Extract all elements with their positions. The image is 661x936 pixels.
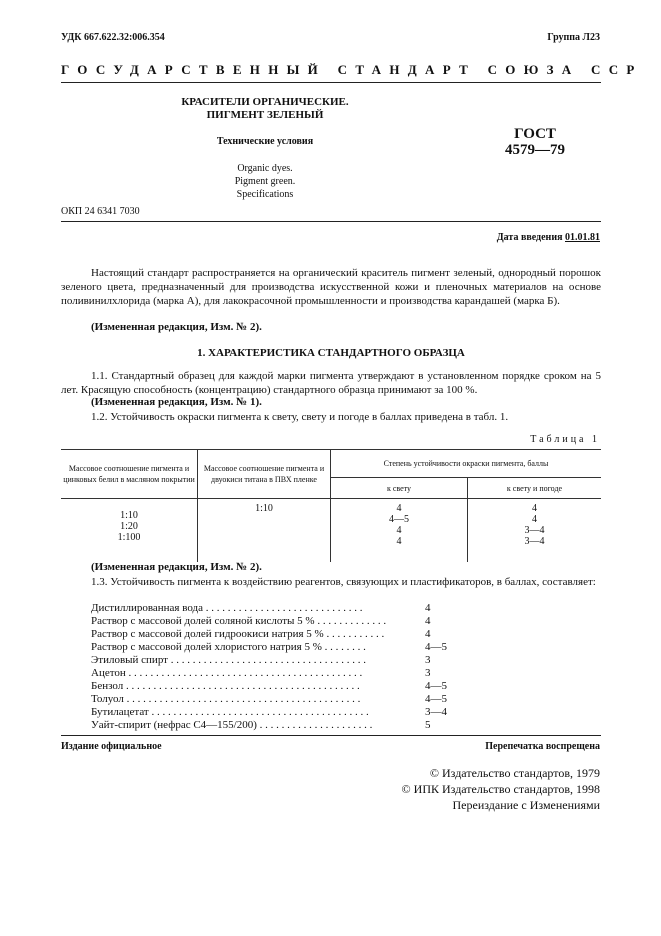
table-value: 3—4 xyxy=(524,536,545,547)
table-cell-light-weather xyxy=(468,499,602,563)
reagent-value: 4—5 xyxy=(425,641,447,653)
reagent-name: Толуол . . . . . . . . . . . . . . . . . . . . . . . . . . . . . . . . . . . . . . . . . . . xyxy=(91,693,361,705)
table-value: 4—5 xyxy=(389,514,409,525)
standard-banner: ГОСУДАРСТВЕННЫЙ СТАНДАРТ СОЮЗА ССР xyxy=(61,62,643,77)
group-code: Группа Л23 xyxy=(547,32,600,43)
reagent-value: 5 xyxy=(425,719,431,731)
reagent-name: Этиловый спирт . . . . . . . . . . . . . . . . . . . . . . . . . . . . . . . . . . . . xyxy=(91,654,366,666)
udk-code: УДК 667.622.32:006.354 xyxy=(61,32,165,43)
okp-code: ОКП 24 6341 7030 xyxy=(61,206,140,217)
official-edition: Издание официальное xyxy=(61,741,162,752)
table-cell-pvc-ratio xyxy=(198,499,331,563)
table-label: Таблица 1 xyxy=(530,434,600,445)
gost-number: 4579—79 xyxy=(505,142,565,158)
list-item xyxy=(91,602,431,615)
list-item xyxy=(91,628,431,641)
table-cell-oil-ratios xyxy=(61,499,198,563)
intro-paragraph: Настоящий стандарт распространяется на органический краситель пигмент зеленый, однородный порошок зеленого цвета, предназначенный для производства искусственной кожи и пленочных материалов на основе поливинилхлорида (марка А), для лакокрасочной промышленности и производства карандашей (марка Б). xyxy=(61,267,601,307)
footer-divider xyxy=(61,735,601,736)
intro-date-value: 01.01.81 xyxy=(565,232,600,243)
reagent-name: Раствор с массовой долей гидроокиси натрия 5 % . . . . . . . . . . . xyxy=(91,628,385,640)
list-item xyxy=(91,706,447,719)
copyright-block xyxy=(402,765,600,813)
table-value: 4 xyxy=(532,514,537,525)
table-header-pvc: Массовое соотношение пигмента и двуокиси титана в ПВХ пленке xyxy=(198,450,331,499)
table-value: 4 xyxy=(532,503,537,514)
reagent-value: 4 xyxy=(425,602,431,614)
reagent-value: 3—4 xyxy=(425,706,447,718)
paragraph-1-1-revision: (Измененная редакция, Изм. № 1). xyxy=(91,396,262,408)
reprint-notice: Перепечатка воспрещена xyxy=(485,741,600,752)
copyright-1979: © Издательство стандартов, 1979 xyxy=(429,766,600,780)
resistance-table xyxy=(61,449,601,562)
english-line-3: Specifications xyxy=(236,189,294,200)
list-item xyxy=(91,641,447,654)
reagent-value: 4—5 xyxy=(425,693,447,705)
gost-label: ГОСТ xyxy=(514,126,556,142)
title-line-1: КРАСИТЕЛИ ОРГАНИЧЕСКИЕ. xyxy=(181,96,349,108)
table-header-resistance: Степень устойчивости окраски пигмента, баллы xyxy=(331,450,602,478)
table-header-light: к свету xyxy=(331,478,468,499)
paragraph-1-3: 1.3. Устойчивость пигмента к воздействию реагентов, связующих и пластификаторов, в баллах, составляет: xyxy=(91,576,596,588)
reagent-value: 4 xyxy=(425,628,431,640)
list-item xyxy=(91,667,431,680)
reissue-note: Переиздание с Изменениями xyxy=(452,798,600,812)
reagent-value: 3 xyxy=(425,654,431,666)
list-item xyxy=(91,719,431,732)
english-title xyxy=(150,162,380,201)
reagent-value: 4 xyxy=(425,615,431,627)
list-item xyxy=(91,680,447,693)
list-item xyxy=(91,654,431,667)
section-heading: 1. ХАРАКТЕРИСТИКА СТАНДАРТНОГО ОБРАЗЦА xyxy=(197,347,465,359)
table-revision: (Измененная редакция, Изм. № 2). xyxy=(91,561,262,573)
reagent-list xyxy=(91,602,447,732)
table-value: 1:20 xyxy=(120,521,138,532)
reagent-name: Ацетон . . . . . . . . . . . . . . . . . . . . . . . . . . . . . . . . . . . . . . . . . . . xyxy=(91,667,363,679)
table-value: 4 xyxy=(396,525,402,536)
table-value: 1:10 xyxy=(120,510,138,521)
title-block xyxy=(150,96,380,122)
intro-date-label: Дата введения xyxy=(496,232,563,243)
reagent-name: Дистиллированная вода . . . . . . . . . . . . . . . . . . . . . . . . . . . . . xyxy=(91,602,363,614)
reagent-name: Бензол . . . . . . . . . . . . . . . . . . . . . . . . . . . . . . . . . . . . . . . . . . . xyxy=(91,680,360,692)
reagent-name: Бутилацетат . . . . . . . . . . . . . . . . . . . . . . . . . . . . . . . . . . . . . . . . xyxy=(91,706,369,718)
table-value: 4 xyxy=(396,536,402,547)
table-value: 4 xyxy=(396,503,402,514)
okp-divider xyxy=(61,221,601,222)
list-item xyxy=(91,693,447,706)
reagent-value: 4—5 xyxy=(425,680,447,692)
table-cell-light xyxy=(331,499,468,563)
paragraph-1-1: 1.1. Стандартный образец для каждой марки пигмента утверждают в установленном порядке сроком на 5 лет. Красящую способность (концентрацию) стандартного образца принимают за 100 %. xyxy=(61,370,601,396)
intro-revision: (Измененная редакция, Изм. № 2). xyxy=(91,321,262,333)
intro-date xyxy=(497,232,600,243)
table-header-light-weather: к свету и погоде xyxy=(468,478,602,499)
table-value: 3—4 xyxy=(524,525,545,536)
table-value: 1:10 xyxy=(255,503,273,514)
table-header-oil: Массовое соотношение пигмента и цинковых белил в масляном покрытии xyxy=(61,450,198,499)
header-divider xyxy=(61,82,601,83)
english-line-1: Organic dyes. xyxy=(237,163,293,174)
paragraph-1-2: 1.2. Устойчивость окраски пигмента к свету, свету и погоде в баллах приведена в табл. 1. xyxy=(91,411,509,423)
reagent-name: Раствор с массовой долей хлористого натрия 5 % . . . . . . . . xyxy=(91,641,366,653)
table-value: 1:100 xyxy=(117,532,141,543)
reagent-name: Уайт-спирит (нефрас С4—155/200) . . . . . . . . . . . . . . . . . . . . . xyxy=(91,719,373,731)
english-line-2: Pigment green. xyxy=(234,176,296,187)
reagent-value: 3 xyxy=(425,667,431,679)
reagent-name: Раствор с массовой долей соляной кислоты 5 % . . . . . . . . . . . . . xyxy=(91,615,387,627)
title-line-2: ПИГМЕНТ ЗЕЛЕНЫЙ xyxy=(206,109,324,121)
subtitle: Технические условия xyxy=(216,136,314,147)
gost-block xyxy=(480,126,590,158)
copyright-1998: © ИПК Издательство стандартов, 1998 xyxy=(401,782,600,796)
list-item xyxy=(91,615,431,628)
